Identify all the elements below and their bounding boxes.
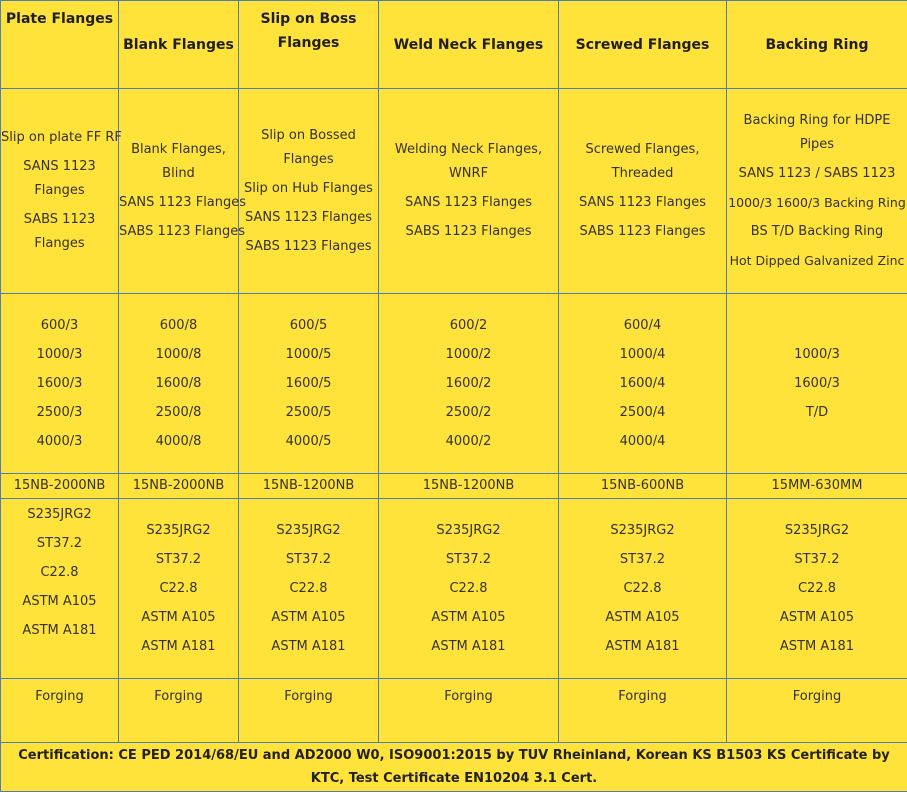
materials-cell-screwed: [559, 499, 727, 679]
type-line: BS T/D Backing Ring: [727, 220, 907, 244]
types-cell-plate: [1, 89, 119, 294]
type-line: Backing Ring for HDPE Pipes: [727, 109, 907, 157]
types-cell-slip-on-boss: [239, 89, 379, 294]
pressure-value: T/D: [727, 401, 907, 425]
pressure-value: 1600/3: [1, 372, 118, 396]
pressure-value: 2500/4: [559, 401, 726, 425]
pressure-value: 4000/8: [119, 430, 238, 454]
types-cell-backing-ring: [727, 89, 907, 294]
materials-cell-blank: [119, 499, 239, 679]
pressure-value: 2500/3: [1, 401, 118, 425]
process-row: [1, 679, 907, 743]
material-value: ASTM A105: [1, 590, 118, 614]
material-value: ASTM A105: [559, 606, 726, 630]
type-line: Screwed Flanges, Threaded: [559, 138, 726, 186]
pressure-cell-backing-ring: [727, 294, 907, 474]
pressure-value: 4000/2: [379, 430, 558, 454]
header-weld-neck-flanges: Weld Neck Flanges: [379, 1, 559, 89]
material-value: S235JRG2: [1, 503, 118, 527]
process-cell-backing-ring: Forging: [727, 679, 907, 743]
size-cell-slip-on-boss: 15NB-1200NB: [239, 474, 379, 499]
size-cell-backing-ring: 15MM-630MM: [727, 474, 907, 499]
material-value: S235JRG2: [239, 519, 378, 543]
pressure-cell-blank: [119, 294, 239, 474]
type-line: Slip on Hub Flanges: [239, 177, 378, 201]
type-line: SANS 1123 Flanges: [379, 191, 558, 215]
material-value: S235JRG2: [727, 519, 907, 543]
pressure-cell-slip-on-boss: [239, 294, 379, 474]
pressure-value: 4000/3: [1, 430, 118, 454]
material-value: ST37.2: [379, 548, 558, 572]
types-cell-screwed: [559, 89, 727, 294]
type-line: SABS 1123 Flanges: [379, 220, 558, 244]
material-value: S235JRG2: [559, 519, 726, 543]
process-cell-screwed: Forging: [559, 679, 727, 743]
type-line: Slip on Bossed Flanges: [239, 124, 378, 172]
pressure-value: 600/2: [379, 314, 558, 338]
materials-cell-weld-neck: [379, 499, 559, 679]
material-value: C22.8: [559, 577, 726, 601]
material-value: ASTM A181: [559, 635, 726, 659]
pressure-value: 4000/4: [559, 430, 726, 454]
type-line: SABS 1123 Flanges: [119, 220, 238, 244]
type-line: SABS 1123 Flanges: [239, 235, 378, 259]
material-value: ST37.2: [727, 548, 907, 572]
type-line: SABS 1123 Flanges: [1, 208, 118, 256]
header-screwed-flanges: Screwed Flanges: [559, 1, 727, 89]
materials-cell-backing-ring: [727, 499, 907, 679]
type-line: Hot Dipped Galvanized Zinc: [727, 249, 907, 273]
pressure-value: 1000/3: [1, 343, 118, 367]
header-row: [1, 1, 907, 89]
material-value: ASTM A181: [1, 619, 118, 643]
material-value: ASTM A181: [379, 635, 558, 659]
certification-text: Certification: CE PED 2014/68/EU and AD2000 W0, ISO9001:2015 by TUV Rheinland, Korean KS B1503 KS Certificate by KTC, Test Certificate EN10204 3.1 Cert.: [1, 743, 907, 792]
process-cell-slip-on-boss: Forging: [239, 679, 379, 743]
material-value: ASTM A181: [119, 635, 238, 659]
pressure-value: 2500/5: [239, 401, 378, 425]
type-line: 1000/3 1600/3 Backing Ring: [727, 191, 907, 215]
header-backing-ring: Backing Ring: [727, 1, 907, 89]
material-value: ASTM A105: [239, 606, 378, 630]
material-value: ST37.2: [119, 548, 238, 572]
types-row: [1, 89, 907, 294]
material-value: ASTM A105: [119, 606, 238, 630]
pressure-value: 1000/2: [379, 343, 558, 367]
materials-row: [1, 499, 907, 679]
pressure-value: 600/8: [119, 314, 238, 338]
pressure-value: 4000/5: [239, 430, 378, 454]
type-line: Welding Neck Flanges, WNRF: [379, 138, 558, 186]
sizes-row: [1, 474, 907, 499]
types-cell-blank: [119, 89, 239, 294]
pressure-value: 600/5: [239, 314, 378, 338]
type-line: SANS 1123 Flanges: [559, 191, 726, 215]
type-line: SANS 1123 Flanges: [239, 206, 378, 230]
material-value: ST37.2: [239, 548, 378, 572]
type-line: Slip on plate FF RF: [1, 126, 118, 150]
material-value: ST37.2: [559, 548, 726, 572]
pressure-value: 1000/5: [239, 343, 378, 367]
materials-cell-slip-on-boss: [239, 499, 379, 679]
material-value: ST37.2: [1, 532, 118, 556]
pressure-value: 2500/2: [379, 401, 558, 425]
pressure-value: 1600/2: [379, 372, 558, 396]
header-plate-flanges: Plate Flanges: [1, 1, 119, 89]
size-cell-plate: 15NB-2000NB: [1, 474, 119, 499]
pressure-value: 2500/8: [119, 401, 238, 425]
material-value: ASTM A105: [727, 606, 907, 630]
material-value: C22.8: [379, 577, 558, 601]
process-cell-blank: Forging: [119, 679, 239, 743]
pressure-value: 1000/4: [559, 343, 726, 367]
pressure-row: [1, 294, 907, 474]
pressure-value: 1000/3: [727, 343, 907, 367]
size-cell-screwed: 15NB-600NB: [559, 474, 727, 499]
size-cell-weld-neck: 15NB-1200NB: [379, 474, 559, 499]
pressure-cell-screwed: [559, 294, 727, 474]
process-cell-weld-neck: Forging: [379, 679, 559, 743]
material-value: C22.8: [1, 561, 118, 585]
header-blank-flanges: Blank Flanges: [119, 1, 239, 89]
pressure-cell-weld-neck: [379, 294, 559, 474]
size-cell-blank: 15NB-2000NB: [119, 474, 239, 499]
material-value: S235JRG2: [379, 519, 558, 543]
material-value: C22.8: [239, 577, 378, 601]
pressure-cell-plate: [1, 294, 119, 474]
materials-cell-plate: [1, 499, 119, 679]
material-value: S235JRG2: [119, 519, 238, 543]
material-value: ASTM A105: [379, 606, 558, 630]
pressure-value: 1600/4: [559, 372, 726, 396]
certification-row: [1, 743, 907, 792]
pressure-value: 1000/8: [119, 343, 238, 367]
type-line: SABS 1123 Flanges: [559, 220, 726, 244]
material-value: ASTM A181: [239, 635, 378, 659]
material-value: C22.8: [727, 577, 907, 601]
pressure-value: 600/3: [1, 314, 118, 338]
pressure-value: 1600/5: [239, 372, 378, 396]
types-cell-weld-neck: [379, 89, 559, 294]
type-line: SANS 1123 / SABS 1123: [727, 162, 907, 186]
type-line: SANS 1123 Flanges: [1, 155, 118, 203]
material-value: C22.8: [119, 577, 238, 601]
type-line: SANS 1123 Flanges: [119, 191, 238, 215]
type-line: Blank Flanges, Blind: [119, 138, 238, 186]
pressure-value: 1600/8: [119, 372, 238, 396]
process-cell-plate: Forging: [1, 679, 119, 743]
pressure-value: 1600/3: [727, 372, 907, 396]
pressure-value: 600/4: [559, 314, 726, 338]
header-slip-on-boss-flanges: Slip on Boss Flanges: [239, 1, 379, 89]
material-value: ASTM A181: [727, 635, 907, 659]
